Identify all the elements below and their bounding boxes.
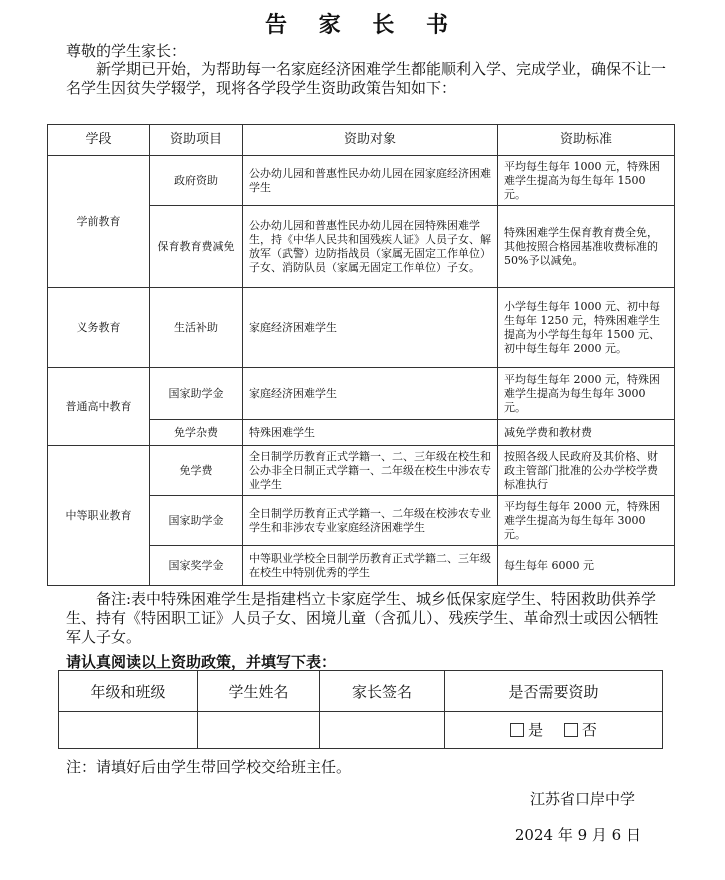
target-cell: 中等职业学校全日制学历教育正式学籍二、三年级在校生中特别优秀的学生 — [243, 546, 498, 586]
reply-form-table — [58, 670, 663, 749]
school-name: 江苏省口岸中学 — [529, 790, 635, 808]
yes-checkbox[interactable] — [510, 719, 543, 740]
header-parent-signature: 家长签名 — [320, 671, 445, 712]
grade-class-field[interactable] — [59, 712, 198, 749]
item-cell: 政府资助 — [150, 156, 243, 206]
standard-cell: 特殊困难学生保育教育费全免，其他按照合格园基准收费标准的 50%予以减免。 — [498, 206, 675, 288]
stage-cell: 普通高中教育 — [48, 368, 150, 446]
stage-cell: 学前教育 — [48, 156, 150, 288]
parent-signature-field[interactable] — [320, 712, 445, 749]
no-label: 否 — [581, 721, 597, 740]
need-aid-choice — [445, 712, 663, 749]
standard-cell: 小学每生每年 1000 元、初中每生每年 1250 元，特殊困难学生提高为小学每生每年 1500 元、初中每生每年 2000 元。 — [498, 288, 675, 368]
form-input-row — [59, 712, 663, 749]
table-row — [48, 368, 675, 420]
table-row — [48, 288, 675, 368]
target-cell: 全日制学历教育正式学籍一、二年级在校涉农专业学生和非涉农专业家庭经济困难学生 — [243, 496, 498, 546]
target-cell: 家庭经济困难学生 — [243, 288, 498, 368]
stage-cell: 中等职业教育 — [48, 446, 150, 586]
standard-cell: 平均每生每年 1000 元，特殊困难学生提高为每生每年 1500 元。 — [498, 156, 675, 206]
stage-cell: 义务教育 — [48, 288, 150, 368]
footnote: 注：请填好后由学生带回学校交给班主任。 — [66, 758, 352, 776]
header-item: 资助项目 — [150, 125, 243, 156]
standard-cell: 按照各级人民政府及其价格、财政主管部门批准的公办学校学费标准执行 — [498, 446, 675, 496]
page-title: 告 家 长 书 — [265, 12, 460, 38]
header-grade-class: 年级和班级 — [59, 671, 198, 712]
table-row — [48, 446, 675, 496]
standard-cell: 每生每年 6000 元 — [498, 546, 675, 586]
item-cell: 免学杂费 — [150, 420, 243, 446]
policy-header-row — [48, 125, 675, 156]
target-cell: 公办幼儿园和普惠性民办幼儿园在园特殊困难学生，持《中华人民共和国残疾人证》人员子女、解放军（武警）边防指战员（家属无固定工作单位）子女、消防队员（家属无固定工作单位）子女。 — [243, 206, 498, 288]
item-cell: 国家助学金 — [150, 496, 243, 546]
form-header-row — [59, 671, 663, 712]
header-target: 资助对象 — [243, 125, 498, 156]
item-cell: 国家助学金 — [150, 368, 243, 420]
policy-table — [47, 124, 675, 586]
greeting: 尊敬的学生家长： — [66, 42, 187, 60]
target-cell: 全日制学历教育正式学籍一、二、三年级在校生和公办非全日制正式学籍一、二年级在校生中涉农专业学生 — [243, 446, 498, 496]
checkbox-square-icon — [564, 723, 578, 737]
instruction-text: 请认真阅读以上资助政策，并填写下表： — [66, 653, 337, 671]
target-cell: 特殊困难学生 — [243, 420, 498, 446]
header-need-aid: 是否需要资助 — [445, 671, 663, 712]
yes-label: 是 — [528, 721, 544, 740]
standard-cell: 平均每生每年 2000 元，特殊困难学生提高为每生每年 3000 元。 — [498, 496, 675, 546]
item-cell: 免学费 — [150, 446, 243, 496]
header-student-name: 学生姓名 — [198, 671, 320, 712]
checkbox-square-icon — [510, 723, 524, 737]
table-row — [48, 156, 675, 206]
standard-cell: 减免学费和教材费 — [498, 420, 675, 446]
student-name-field[interactable] — [198, 712, 320, 749]
item-cell: 生活补助 — [150, 288, 243, 368]
intro-paragraph: 新学期已开始，为帮助每一名家庭经济困难学生都能顺利入学、完成学业，确保不让一名学生因贫失学辍学，现将各学段学生资助政策告知如下： — [66, 60, 667, 97]
item-cell: 国家奖学金 — [150, 546, 243, 586]
letter-date: 2024 年 9 月 6 日 — [514, 826, 641, 844]
item-cell: 保育教育费减免 — [150, 206, 243, 288]
no-checkbox[interactable] — [564, 719, 597, 740]
note-paragraph: 备注:表中特殊困难学生是指建档立卡家庭学生、城乡低保家庭学生、特困救助供养学生、持有《特困职工证》人员子女、困境儿童（含孤儿）、残疾学生、革命烈士或因公牺牲军人子女。 — [66, 590, 659, 646]
standard-cell: 平均每生每年 2000 元，特殊困难学生提高为每生每年 3000 元。 — [498, 368, 675, 420]
target-cell: 家庭经济困难学生 — [243, 368, 498, 420]
header-standard: 资助标准 — [498, 125, 675, 156]
header-stage: 学段 — [48, 125, 150, 156]
target-cell: 公办幼儿园和普惠性民办幼儿园在园家庭经济困难学生 — [243, 156, 498, 206]
